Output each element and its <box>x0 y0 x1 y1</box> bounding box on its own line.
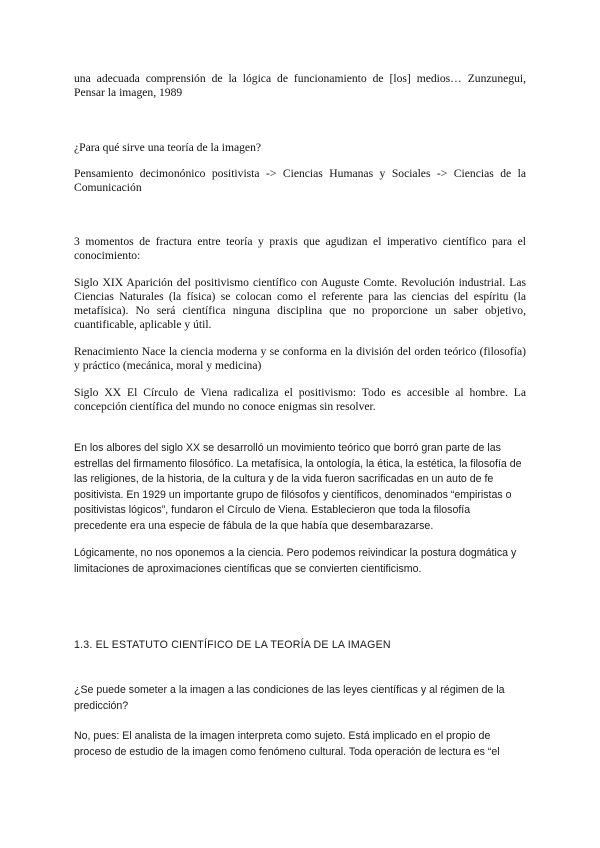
science-position-paragraph: Lógicamente, no nos oponemos a la ciencia. Pero podemos reivindicar la postura dogmática y limitaciones de aproximaciones científicas que se convierten cientificismo. <box>74 547 517 575</box>
positivist-thought-line: Pensamiento decimonónico positivista -> Ciencias Humanas y Sociales -> Ciencias de la Comunicación <box>74 167 526 194</box>
fracture-moments-intro: 3 momentos de fractura entre teoría y praxis que agudizan el imperativo científico para el conocimiento: <box>74 235 526 262</box>
section-heading: 1.3. EL ESTATUTO CIENTÍFICO DE LA TEORÍA DE LA IMAGEN <box>74 639 391 651</box>
vienna-circle-paragraph: En los albores del siglo XX se desarrolló un movimiento teórico que borró gran parte de las estrellas del firmamento filosófico. La metafísica, la ontología, la ética, la estética, la filosofía de las religiones, de la historia, de la cultura y de la vida fueron sacrificadas en un auto de fe positivista. En 1929 un importante grupo de filósofos y científicos, denominados “empiristas o positivistas lógicos”, fundaron el Círculo de Viena. Establecieron que toda la filosofía precedente era una especie de fábula de la que había que desembarazarse. <box>74 442 522 532</box>
quote-citation: una adecuada comprensión de la lógica de funcionamiento de [los] medios… Zunzunegui, Pensar la imagen, 1989 <box>74 72 526 99</box>
analyst-interpretation-paragraph: No, pues: El analista de la imagen interpreta como sujeto. Está implicado en el propio de proceso de estudio de la imagen como fenómeno cultural. Toda operación de lectura es “el <box>74 730 500 758</box>
question-theory-purpose: ¿Para qué sirve una teoría de la imagen? <box>74 141 262 154</box>
siglo-xx-paragraph: Siglo XX El Círculo de Viena radicaliza el positivismo: Todo es accesible al hombre. La concepción científica del mundo no conoce enigmas sin resolver. <box>74 386 526 413</box>
renacimiento-paragraph: Renacimiento Nace la ciencia moderna y se conforma en la división del orden teórico (filosofía) y práctico (mecánica, moral y medicina) <box>74 345 526 372</box>
siglo-xix-paragraph: Siglo XIX Aparición del positivismo científico con Auguste Comte. Revolución industrial. Las Ciencias Naturales (la física) se colocan como el referente para las ciencias del espíritu (la metafísica). No será científica ninguna disciplina que no proporcione un saber objetivo, cuantificable, aplicable y útil. <box>74 276 526 331</box>
image-science-question: ¿Se puede someter a la imagen a las condiciones de las leyes científicas y al régimen de la predicción? <box>74 684 505 712</box>
